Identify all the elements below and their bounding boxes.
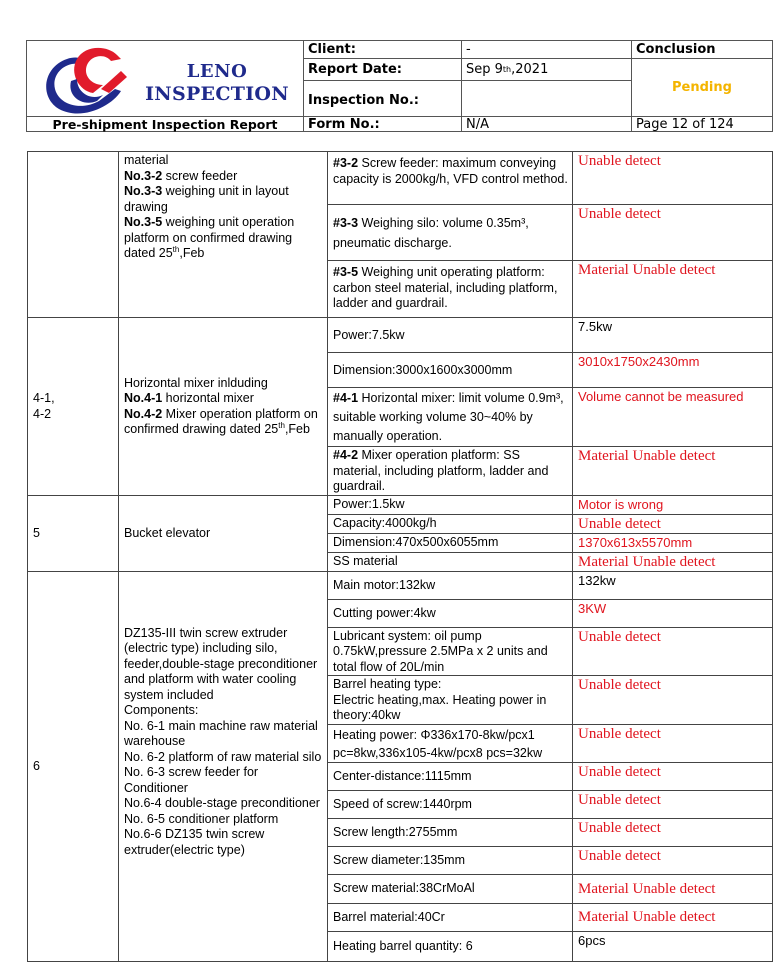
description-line: Components: bbox=[124, 703, 199, 717]
inspection-no-value bbox=[462, 81, 632, 117]
spec-cell: Dimension:470x500x6055mm bbox=[328, 533, 573, 552]
spec-cell: Screw length:2755mm bbox=[328, 818, 573, 846]
result-cell: Material Unable detect bbox=[573, 874, 773, 903]
spec-text: Screw feeder: maximum conveying capacity is 2000kg/h, VFD control method. bbox=[333, 156, 568, 186]
item-description-cell bbox=[119, 152, 328, 318]
result-cell: Material Unable detect bbox=[573, 261, 773, 318]
spec-cell: Lubricant system: oil pump 0.75kW,pressure 2.5MPa x 2 units and total flow of 20L/min bbox=[328, 627, 573, 676]
report-date-value: Sep 9 th ,2021 bbox=[462, 59, 632, 81]
description-line: DZ135-III twin screw extruder (electric type) including silo, feeder,double-stage preconditioner and platform with water cooling system included bbox=[124, 625, 318, 702]
report-date-day: Sep 9 bbox=[466, 62, 503, 77]
description-line: Horizontal mixer inlduding bbox=[124, 375, 268, 390]
spec-cell: Capacity:4000kg/h bbox=[328, 514, 573, 533]
form-no-value: N/A bbox=[462, 117, 632, 132]
part-code: No.4-2 bbox=[124, 406, 163, 421]
part-text: screw feeder bbox=[162, 168, 238, 183]
conclusion-label: Conclusion bbox=[632, 41, 772, 59]
spec-code: #4-1 bbox=[333, 391, 359, 405]
description-line: No.6-6 DZ135 twin screw extruder(electric type) bbox=[124, 827, 265, 857]
description-line: No. 6-2 platform of raw material silo bbox=[124, 749, 322, 764]
date-suffix: ,Feb bbox=[179, 246, 205, 260]
description-line bbox=[124, 169, 323, 185]
result-cell: 132kw bbox=[573, 571, 773, 599]
description-line bbox=[124, 407, 323, 438]
report-date-label: Report Date: bbox=[304, 59, 462, 81]
description-line: No.6-4 double-stage preconditioner bbox=[124, 796, 320, 810]
table-row bbox=[28, 495, 773, 514]
part-text: weighing unit operation platform on confirmed drawing dated 25 bbox=[124, 215, 295, 260]
date-suffix: ,Feb bbox=[284, 422, 310, 437]
result-cell: Unable detect bbox=[573, 152, 773, 205]
item-no-cell: 5 bbox=[28, 495, 119, 571]
item-no-line: 4-2 bbox=[33, 406, 52, 421]
spec-cell: Heating power: Φ336x170-8kw/pcx1 pc=8kw,336x105-4kw/pcx8 pcs=32kw bbox=[328, 724, 573, 762]
item-description-cell: Bucket elevator bbox=[119, 495, 328, 571]
item-no-cell bbox=[28, 318, 119, 496]
conclusion-status-badge: Pending bbox=[632, 59, 772, 117]
description-line bbox=[124, 215, 323, 262]
spec-code: #3-2 bbox=[333, 156, 359, 170]
spec-cell: Main motor:132kw bbox=[328, 571, 573, 599]
result-cell: Material Unable detect bbox=[573, 903, 773, 931]
form-no-label: Form No.: bbox=[304, 117, 462, 132]
inspection-table bbox=[27, 151, 773, 962]
spec-cell bbox=[328, 152, 573, 205]
table-row bbox=[28, 318, 773, 353]
result-cell: Unable detect bbox=[573, 627, 773, 676]
spec-cell: Barrel material:40Cr bbox=[328, 903, 573, 931]
inspection-no-label: Inspection No.: bbox=[304, 81, 462, 117]
spec-cell: SS material bbox=[328, 552, 573, 571]
part-text: horizontal mixer bbox=[162, 391, 254, 406]
result-cell: Material Unable detect bbox=[573, 447, 773, 496]
part-code: No.3-2 bbox=[124, 168, 163, 183]
part-code: No.3-5 bbox=[124, 215, 163, 229]
result-cell: Material Unable detect bbox=[573, 552, 773, 571]
report-header bbox=[26, 40, 773, 132]
report-title: Pre-shipment Inspection Report bbox=[27, 117, 304, 132]
date-sup: th bbox=[278, 421, 285, 431]
spec-cell: Cutting power:4kw bbox=[328, 599, 573, 627]
result-cell: Unable detect bbox=[573, 762, 773, 790]
result-cell: Volume cannot be measured bbox=[573, 388, 773, 447]
result-cell: Unable detect bbox=[573, 846, 773, 874]
item-no-cell bbox=[28, 152, 119, 318]
spec-text: Electric heating,max. Heating power in theory:40kw bbox=[333, 692, 547, 722]
result-cell: Unable detect bbox=[573, 724, 773, 762]
result-cell: Unable detect bbox=[573, 676, 773, 725]
part-code: No.3-3 bbox=[124, 184, 163, 198]
spec-cell: Screw diameter:135mm bbox=[328, 846, 573, 874]
table-row bbox=[28, 152, 773, 205]
spec-cell: Power:7.5kw bbox=[328, 318, 573, 353]
logo-line1: LENO bbox=[186, 61, 248, 82]
spec-cell: Dimension:3000x1600x3000mm bbox=[328, 353, 573, 388]
client-value: - bbox=[462, 41, 632, 59]
item-no-cell: 6 bbox=[28, 571, 119, 961]
spec-cell bbox=[328, 447, 573, 496]
result-cell: 1370x613x5570mm bbox=[573, 533, 773, 552]
spec-cell: Heating barrel quantity: 6 bbox=[328, 931, 573, 961]
item-description-cell bbox=[119, 318, 328, 496]
result-cell: 3010x1750x2430mm bbox=[573, 353, 773, 388]
result-cell: Unable detect bbox=[573, 514, 773, 533]
logo-area bbox=[27, 41, 304, 117]
spec-cell: Screw material:38CrMoAl bbox=[328, 874, 573, 903]
description-line: No. 6-1 main machine raw material warehouse bbox=[124, 718, 318, 748]
part-text: Mixer operation platform on confirmed drawing dated 25 bbox=[124, 406, 318, 437]
spec-text: Horizontal mixer: limit volume 0.9m³, suitable working volume 30~40% by manually operation. bbox=[333, 391, 564, 443]
part-code: No.4-1 bbox=[124, 391, 163, 406]
item-description-cell bbox=[119, 571, 328, 961]
spec-text: Mixer operation platform: SS material, including platform, ladder and guardrail. bbox=[333, 448, 549, 493]
report-date-year: ,2021 bbox=[511, 62, 549, 77]
result-cell: Motor is wrong bbox=[573, 495, 773, 514]
description-line bbox=[124, 184, 323, 215]
date-sup: th bbox=[172, 244, 180, 254]
spec-code: #3-3 bbox=[333, 216, 359, 230]
spec-cell bbox=[328, 205, 573, 261]
spec-cell: Speed of screw:1440rpm bbox=[328, 790, 573, 818]
part-text: weighing unit in layout drawing bbox=[124, 184, 289, 214]
item-no-line: 4-1, bbox=[33, 391, 55, 406]
spec-text: Barrel heating type: bbox=[333, 677, 442, 691]
table-row bbox=[28, 571, 773, 599]
result-cell: Unable detect bbox=[573, 205, 773, 261]
spec-cell: Power:1.5kw bbox=[328, 495, 573, 514]
logo-line2: INSPECTION bbox=[145, 83, 289, 105]
spec-code: #3-5 bbox=[333, 265, 359, 279]
spec-cell bbox=[328, 261, 573, 318]
result-cell: Unable detect bbox=[573, 818, 773, 846]
page-info: Page 12 of 124 bbox=[636, 117, 734, 132]
spec-code: #4-2 bbox=[333, 448, 359, 462]
spec-text: Weighing silo: volume 0.35m³, pneumatic discharge. bbox=[333, 216, 529, 250]
result-cell: 7.5kw bbox=[573, 318, 773, 353]
description-line: No. 6-3 screw feeder for Conditioner bbox=[124, 765, 259, 795]
spec-cell: Center-distance:1115mm bbox=[328, 762, 573, 790]
logo-wordmark bbox=[137, 61, 297, 105]
leno-logo-icon bbox=[37, 41, 147, 117]
result-cell: Unable detect bbox=[573, 790, 773, 818]
description-line: No. 6-5 conditioner platform bbox=[124, 811, 279, 826]
result-cell: 3KW bbox=[573, 599, 773, 627]
description-line bbox=[124, 391, 323, 407]
spec-text: Weighing unit operating platform: carbon steel material, including platform, ladder and guardrail. bbox=[333, 265, 558, 310]
result-cell: 6pcs bbox=[573, 931, 773, 961]
spec-cell bbox=[328, 676, 573, 725]
description-line: material bbox=[124, 153, 169, 167]
client-label: Client: bbox=[304, 41, 462, 59]
spec-cell bbox=[328, 388, 573, 447]
